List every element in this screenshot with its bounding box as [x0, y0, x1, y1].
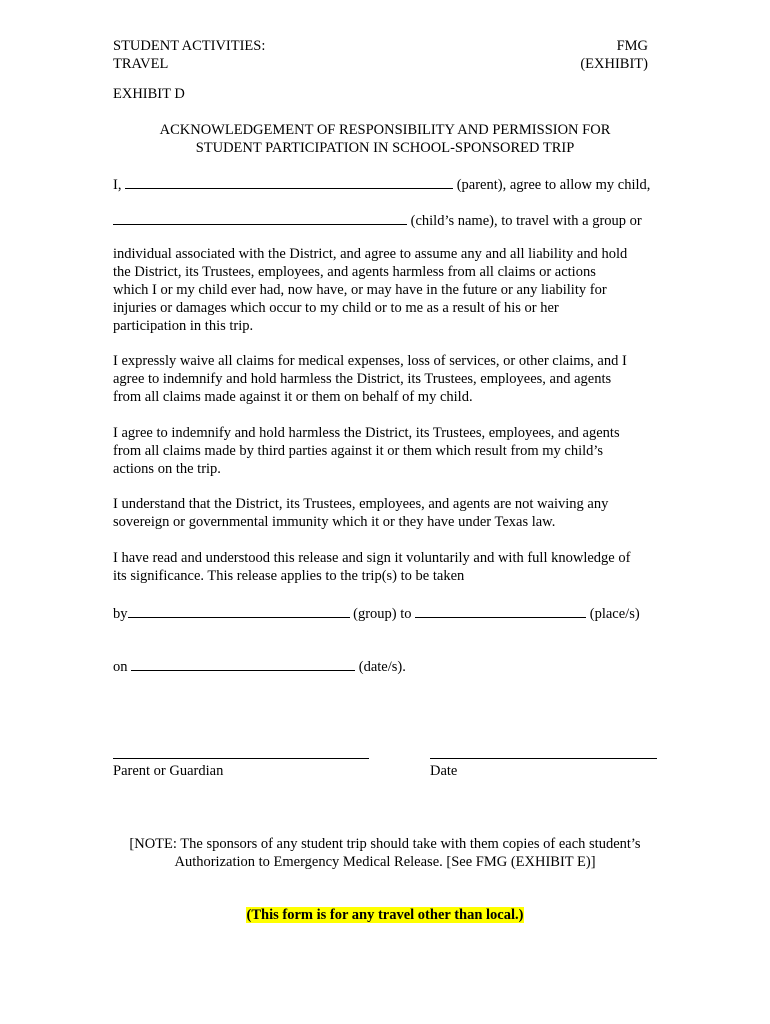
- paragraph-line: its significance. This release applies to the trip(s) to be taken: [113, 568, 465, 584]
- header-left-line2: TRAVEL: [113, 56, 169, 72]
- title-line1: ACKNOWLEDGEMENT OF RESPONSIBILITY AND PERMISSION FOR: [159, 122, 611, 138]
- date-label: Date: [430, 763, 458, 779]
- title-line2: STUDENT PARTICIPATION IN SCHOOL-SPONSORED TRIP: [195, 140, 575, 156]
- header-left-line1: STUDENT ACTIVITIES:: [113, 38, 266, 54]
- note-line1: [NOTE: The sponsors of any student trip should take with them copies of each student’s: [129, 836, 641, 852]
- note-line2: Authorization to Emergency Medical Release. [See FMG (EXHIBIT E)]: [174, 854, 596, 870]
- header-right-line2: (EXHIBIT): [580, 56, 648, 72]
- liability-paragraph: [113, 245, 661, 335]
- paragraph-line: the District, its Trustees, employees, and agents harmless from all claims or actions: [113, 264, 596, 280]
- paragraph-line: I have read and understood this release and sign it voluntarily and with full knowledge of: [113, 550, 631, 566]
- paragraph-line: from all claims made against it or them on behalf of my child.: [113, 389, 473, 405]
- paragraph-line: actions on the trip.: [113, 461, 221, 477]
- header-left: [113, 37, 265, 73]
- group-place-line: [113, 603, 640, 623]
- parent-suffix: (parent), agree to allow my child,: [456, 177, 651, 193]
- dates-suffix: (date/s).: [358, 659, 406, 675]
- header-right: [580, 37, 648, 73]
- local-travel-highlight: (This form is for any travel other than local.): [246, 907, 524, 923]
- parent-signature-line[interactable]: [113, 758, 369, 759]
- paragraph-line: injuries or damages which occur to my child or to me as a result of his or her: [113, 300, 559, 316]
- group-prefix: by: [113, 606, 128, 622]
- parent-guardian-label: Parent or Guardian: [113, 763, 224, 779]
- dates-line: [113, 656, 406, 676]
- paragraph-line: I expressly waive all claims for medical expenses, loss of services, or other claims, and I: [113, 353, 627, 369]
- paragraph-line: individual associated with the District, and agree to assume any and all liability and hold: [113, 246, 628, 262]
- release-paragraph: [113, 549, 661, 585]
- exhibit-label: EXHIBIT D: [113, 86, 185, 102]
- parent-prefix: I,: [113, 177, 122, 193]
- header-right-line1: FMG: [616, 38, 648, 54]
- child-name-line: [113, 210, 642, 230]
- waiver-paragraph: [113, 352, 661, 406]
- date-signature-line[interactable]: [430, 758, 657, 759]
- child-name-blank[interactable]: [113, 210, 407, 225]
- paragraph-line: I understand that the District, its Trustees, employees, and agents are not waiving any: [113, 496, 609, 512]
- parent-name-line: [113, 174, 650, 194]
- parent-name-blank[interactable]: [125, 174, 453, 189]
- group-blank[interactable]: [128, 603, 350, 618]
- local-travel-notice: [0, 906, 770, 924]
- paragraph-line: participation in this trip.: [113, 318, 254, 334]
- place-blank[interactable]: [415, 603, 586, 618]
- paragraph-line: from all claims made by third parties against it or them which result from my child’s: [113, 443, 604, 459]
- paragraph-line: which I or my child ever had, now have, or may have in the future or any liability for: [113, 282, 607, 298]
- paragraph-line: sovereign or governmental immunity which it or they have under Texas law.: [113, 514, 556, 530]
- dates-blank[interactable]: [131, 656, 355, 671]
- paragraph-line: I agree to indemnify and hold harmless the District, its Trustees, employees, and agents: [113, 425, 620, 441]
- document-title: [113, 121, 657, 157]
- indemnify-paragraph: [113, 424, 661, 478]
- child-suffix: (child’s name), to travel with a group or: [410, 213, 642, 229]
- paragraph-line: agree to indemnify and hold harmless the District, its Trustees, employees, and agents: [113, 371, 612, 387]
- dates-prefix: on: [113, 659, 128, 675]
- group-middle: (group) to: [353, 606, 412, 622]
- immunity-paragraph: [113, 495, 661, 531]
- place-suffix: (place/s): [589, 606, 640, 622]
- sponsor-note: [113, 835, 657, 871]
